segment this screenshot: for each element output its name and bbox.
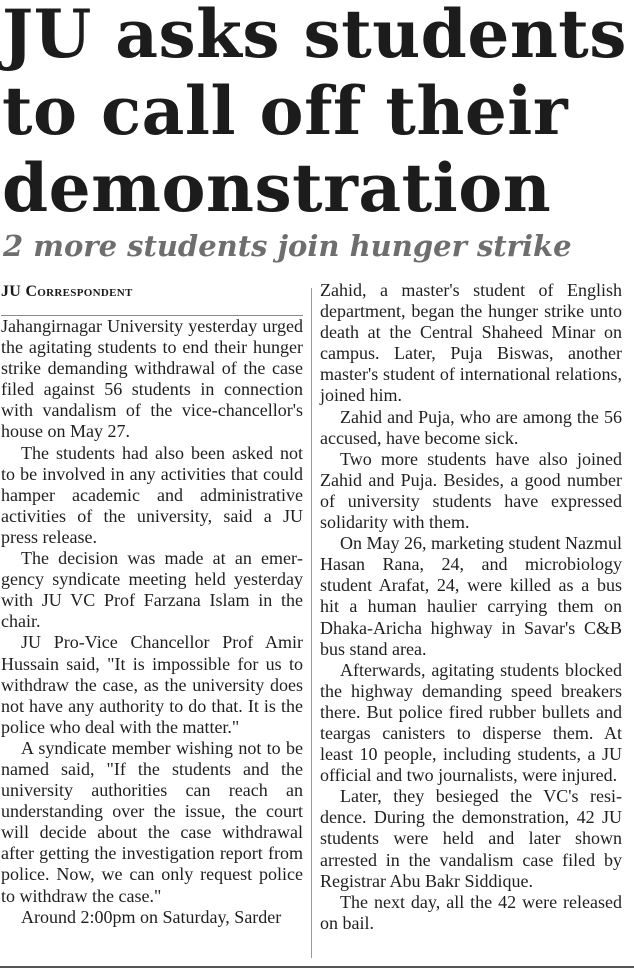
headline: JU asks students to call off their demonstration (2, 0, 627, 227)
paragraph: The next day, all the 42 were released on bail. (320, 891, 622, 933)
paragraph: Around 2:00pm on Saturday, Sarder (21, 906, 282, 927)
paragraph: The decision was made at an emergency syndicate meeting held yesterday with JU VC Prof Farzana Islam in the chair. (1, 548, 303, 632)
column-divider (311, 288, 312, 958)
paragraph: The students had also been asked not to be involved in any activities that could hamper academic and administrative activities of the university, said a JU press release. (1, 442, 303, 547)
paragraph: Zahid and Puja, who are among the 56 accused, have become sick. (320, 406, 622, 448)
left-column (1, 277, 303, 928)
right-column (320, 280, 622, 934)
paragraph: A syndicate member wishing not to be named said, "If the students and the university authorities can reach an understanding over the issue, the court will decide about the case withdrawal after getting the investigation report from police. Now, we can only request police to withdraw the case." (1, 737, 303, 906)
paragraph: Two more students have also joined Zahid and Puja. Besides, a good number of university students have expressed solidarity with them. (320, 448, 622, 533)
paragraph: Afterwards, agitating students blocked the highway demanding speed breakers there. But police fired rubber bullets and teargas canisters to disperse them. At least 10 people, including students, a JU official and two journalists, were injured. (320, 659, 622, 786)
bottom-rule (0, 966, 634, 968)
paragraph: On May 26, marketing student Nazmul Hasan Rana, 24, and microbiology student Arafat, 24, were killed as a bus hit a human haulier carrying them on Dhaka-Aricha highway in Savar's C&B bus stand area. (320, 533, 622, 659)
paragraph: Later, they besieged the VC's residence. During the demonstration, 42 JU students were held and later shown arrested in the vandalism case filed by Registrar Abu Bakr Siddique. (320, 786, 622, 891)
byline: JU Correspondent (1, 277, 303, 316)
paragraph: JU Pro-Vice Chancellor Prof Amir Hussain said, "It is impossible for us to withdraw the case, as the university does not have any authority to do that. It is the police who deal with the matter." (1, 632, 303, 737)
paragraph: Jahangirnagar University yesterday urged the agitating students to end their hunger strike demanding withdrawal of the case filed against 56 students in connection with vandalism of the vice-chancellor's house on May 27. (1, 316, 303, 442)
subheadline: 2 more students join hunger strike (3, 229, 572, 263)
paragraph: Zahid, a master's student of English department, began the hunger strike unto death at the Central Shaheed Minar on campus. Later, Puja Biswas, another master's student of international relations, joined him. (320, 280, 622, 406)
